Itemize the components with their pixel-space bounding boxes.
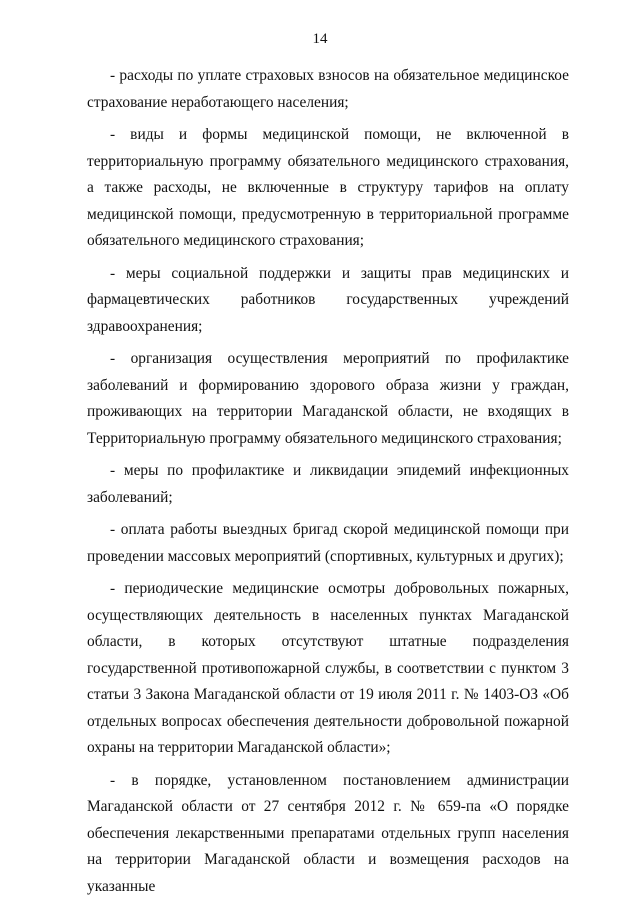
paragraph-social-support: - меры социальной поддержки и защиты прав медицинских и фармацевтических работников государственных учреждений здравоохранения;: [87, 264, 569, 335]
paragraph-firefighter-exams: - периодические медицинские осмотры добровольных пожарных, осуществляющих деятельность в населенных пунктах Магаданской области, в которых отсутствуют штатные подразделения государственной противопожарной службы, в соответствии с пунктом 3 статьи 3 Закона Магаданской области от 19 июля 2011 г. № 1403-ОЗ «Об отдельных вопросах обеспечения деятельности добровольной пожарной охраны на территории Магаданской области»;: [87, 580, 569, 756]
paragraph-medication-provision: - в порядке, установленном постановлением администрации Магаданской области от 27 сентября 2012 г. № 659-па «О порядке обеспечения лекарственными препаратами отдельных групп населения на территории Магаданской области и возмещения расходов на указанные: [87, 771, 569, 895]
paragraph-ambulance-teams: - оплата работы выездных бригад скорой медицинской помощи при проведении массовых мероприятий (спортивных, культурных и других);: [87, 521, 569, 565]
paragraph-epidemic-measures: - меры по профилактике и ликвидации эпидемий инфекционных заболеваний;: [87, 462, 569, 506]
paragraph-disease-prevention: - организация осуществления мероприятий по профилактике заболеваний и формированию здорового образа жизни у граждан, проживающих на территории Магаданской области, не входящих в Территориальную программу обязательного медицинского страхования;: [87, 350, 569, 447]
paragraph-care-types: - виды и формы медицинской помощи, не включенной в территориальную программу обязательного медицинского страхования, а также расходы, не включенные в структуру тарифов на оплату медицинской помощи, предусмотренную в территориальной программе обязательного медицинского страхования;: [87, 126, 569, 249]
document-body: [87, 63, 569, 906]
page-number: 14: [312, 31, 328, 47]
paragraph-insurance-contributions: - расходы по уплате страховых взносов на обязательное медицинское страхование неработающего населения;: [87, 67, 569, 111]
